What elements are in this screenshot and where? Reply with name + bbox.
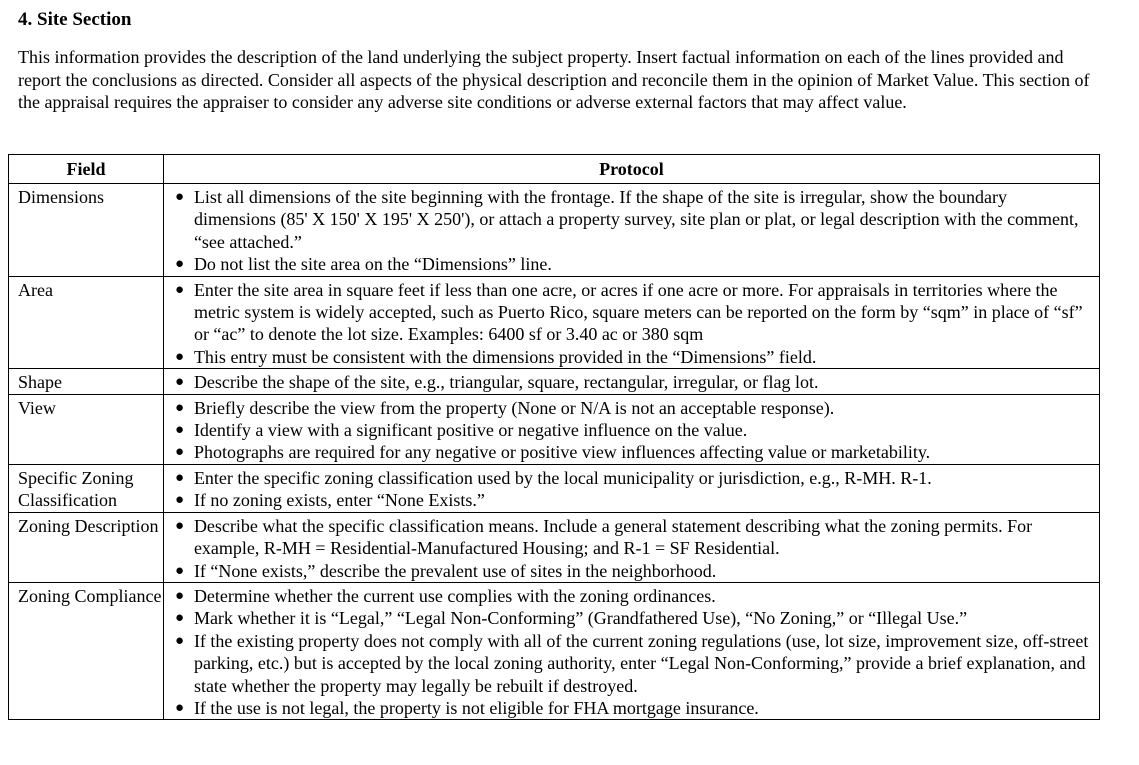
- table-row: [9, 184, 1100, 277]
- site-protocol-table: [8, 154, 1100, 720]
- protocol-bullet-item: [172, 585, 1091, 607]
- protocol-bullet-list: [172, 371, 1091, 393]
- protocol-cell: [163, 184, 1099, 277]
- protocol-bullet-text: List all dimensions of the site beginning with the frontage. If the shape of the site is irregular, show the boundary dimensions (85' X 150' X 195' X 250'), or attach a property survey, site plan or plat, or legal description with the comment, “see attached.”: [193, 187, 1079, 252]
- protocol-bullet-text: Briefly describe the view from the property (None or N/A is not an acceptable response).: [193, 397, 835, 418]
- protocol-bullet-text: If the existing property does not comply with all of the current zoning regulations (use, lot size, improvement size, off-street parking, etc.) but is accepted by the local zoning authority, enter “Legal Non-Conforming,” provide a brief explanation, and state whether the property may legally be rebuilt if destroyed.: [193, 630, 1089, 696]
- protocol-bullet-list: [172, 515, 1091, 582]
- field-cell: Dimensions: [9, 184, 164, 277]
- bullet-dot-icon: ●: [174, 256, 184, 273]
- bullet-dot-icon: ●: [174, 348, 184, 365]
- table-row: [9, 464, 1100, 512]
- protocol-bullet-text: Identify a view with a significant positive or negative influence on the value.: [193, 420, 748, 441]
- bullet-dot-icon: ●: [174, 469, 184, 486]
- table-body: [9, 184, 1100, 720]
- protocol-bullet-text: If the use is not legal, the property is not eligible for FHA mortgage insurance.: [193, 697, 759, 718]
- protocol-cell: [163, 582, 1099, 719]
- protocol-bullet-item: [172, 397, 1091, 419]
- table-row: [9, 369, 1100, 394]
- protocol-cell: [163, 369, 1099, 394]
- table-header-row: [9, 155, 1100, 184]
- protocol-bullet-text: Determine whether the current use complies with the zoning ordinances.: [193, 585, 716, 606]
- bullet-dot-icon: ●: [174, 374, 184, 391]
- protocol-bullet-item: [172, 371, 1091, 393]
- protocol-bullet-item: [172, 441, 1091, 463]
- protocol-bullet-item: [172, 419, 1091, 441]
- field-cell: Area: [9, 276, 164, 369]
- protocol-cell: [163, 394, 1099, 464]
- protocol-bullet-text: Mark whether it is “Legal,” “Legal Non-Conforming” (Grandfathered Use), “No Zoning,” or “Illegal Use.”: [193, 608, 968, 629]
- bullet-dot-icon: ●: [174, 492, 184, 509]
- bullet-dot-icon: ●: [174, 562, 184, 579]
- bullet-dot-icon: ●: [174, 399, 184, 416]
- protocol-bullet-item: [172, 489, 1091, 511]
- field-cell: Zoning Compliance: [9, 582, 164, 719]
- protocol-bullet-item: [172, 346, 1091, 368]
- table-row: [9, 276, 1100, 369]
- protocol-bullet-item: [172, 560, 1091, 582]
- protocol-bullet-text: Describe what the specific classification means. Include a general statement describing what the zoning permits. For example, R-MH = Residential-Manufactured Housing; and R-1 = SF Residential.: [193, 515, 1033, 559]
- protocol-bullet-list: [172, 186, 1091, 276]
- field-cell: View: [9, 394, 164, 464]
- bullet-dot-icon: ●: [174, 610, 184, 627]
- bullet-dot-icon: ●: [174, 587, 184, 604]
- protocol-bullet-text: Photographs are required for any negative or positive view influences affecting value or marketability.: [193, 442, 931, 463]
- protocol-bullet-list: [172, 279, 1091, 369]
- header-protocol: Protocol: [163, 155, 1099, 184]
- protocol-bullet-text: Describe the shape of the site, e.g., triangular, square, rectangular, irregular, or flag lot.: [193, 372, 819, 393]
- bullet-dot-icon: ●: [174, 517, 184, 534]
- protocol-cell: [163, 512, 1099, 582]
- table-row: [9, 512, 1100, 582]
- bullet-dot-icon: ●: [174, 632, 184, 649]
- protocol-bullet-item: [172, 630, 1091, 697]
- protocol-bullet-text: Do not list the site area on the “Dimensions” line.: [193, 254, 552, 275]
- section-title: 4. Site Section: [18, 9, 132, 30]
- header-field: Field: [9, 155, 164, 184]
- protocol-bullet-item: [172, 607, 1091, 629]
- protocol-cell: [163, 276, 1099, 369]
- protocol-bullet-text: Enter the specific zoning classification used by the local municipality or jurisdiction, e.g., R-MH. R-1.: [193, 467, 932, 488]
- protocol-bullet-text: If “None exists,” describe the prevalent use of sites in the neighborhood.: [193, 560, 717, 581]
- protocol-bullet-item: [172, 697, 1091, 719]
- table-row: [9, 394, 1100, 464]
- protocol-bullet-list: [172, 397, 1091, 464]
- section-intro: This information provides the description of the land underlying the subject property. Insert factual information on each of the lines provided and report the conclusions as directed. Consider all aspects of the physical description and reconcile them in the opinion of Market Value. This section of the appraisal requires the appraiser to consider any adverse site conditions or adverse external factors that may affect value.: [18, 47, 1090, 112]
- field-cell: Shape: [9, 369, 164, 394]
- protocol-bullet-text: This entry must be consistent with the dimensions provided in the “Dimensions” field.: [193, 346, 817, 367]
- protocol-bullet-item: [172, 186, 1091, 253]
- document-page: [18, 8, 1108, 132]
- bullet-dot-icon: ●: [174, 189, 184, 205]
- field-cell: Specific Zoning Classification: [9, 464, 164, 512]
- field-cell: Zoning Description: [9, 512, 164, 582]
- protocol-bullet-list: [172, 585, 1091, 719]
- protocol-bullet-item: [172, 253, 1091, 275]
- bullet-dot-icon: ●: [174, 444, 184, 461]
- bullet-dot-icon: ●: [174, 422, 184, 439]
- protocol-bullet-item: [172, 279, 1091, 346]
- bullet-dot-icon: ●: [174, 281, 184, 298]
- protocol-bullet-text: Enter the site area in square feet if less than one acre, or acres if one acre or more. For appraisals in territories where the metric system is widely accepted, such as Puerto Rico, square meters can be reported on the form by “sqm” in place of “sf” or “ac” to denote the lot size. Examples: 6400 sf or 3.40 ac or 380 sqm: [193, 279, 1083, 345]
- protocol-bullet-text: If no zoning exists, enter “None Exists.”: [193, 490, 485, 511]
- table-row: [9, 582, 1100, 719]
- bullet-dot-icon: ●: [174, 699, 184, 716]
- protocol-bullet-item: [172, 515, 1091, 560]
- protocol-bullet-list: [172, 467, 1091, 512]
- protocol-cell: [163, 464, 1099, 512]
- protocol-bullet-item: [172, 467, 1091, 489]
